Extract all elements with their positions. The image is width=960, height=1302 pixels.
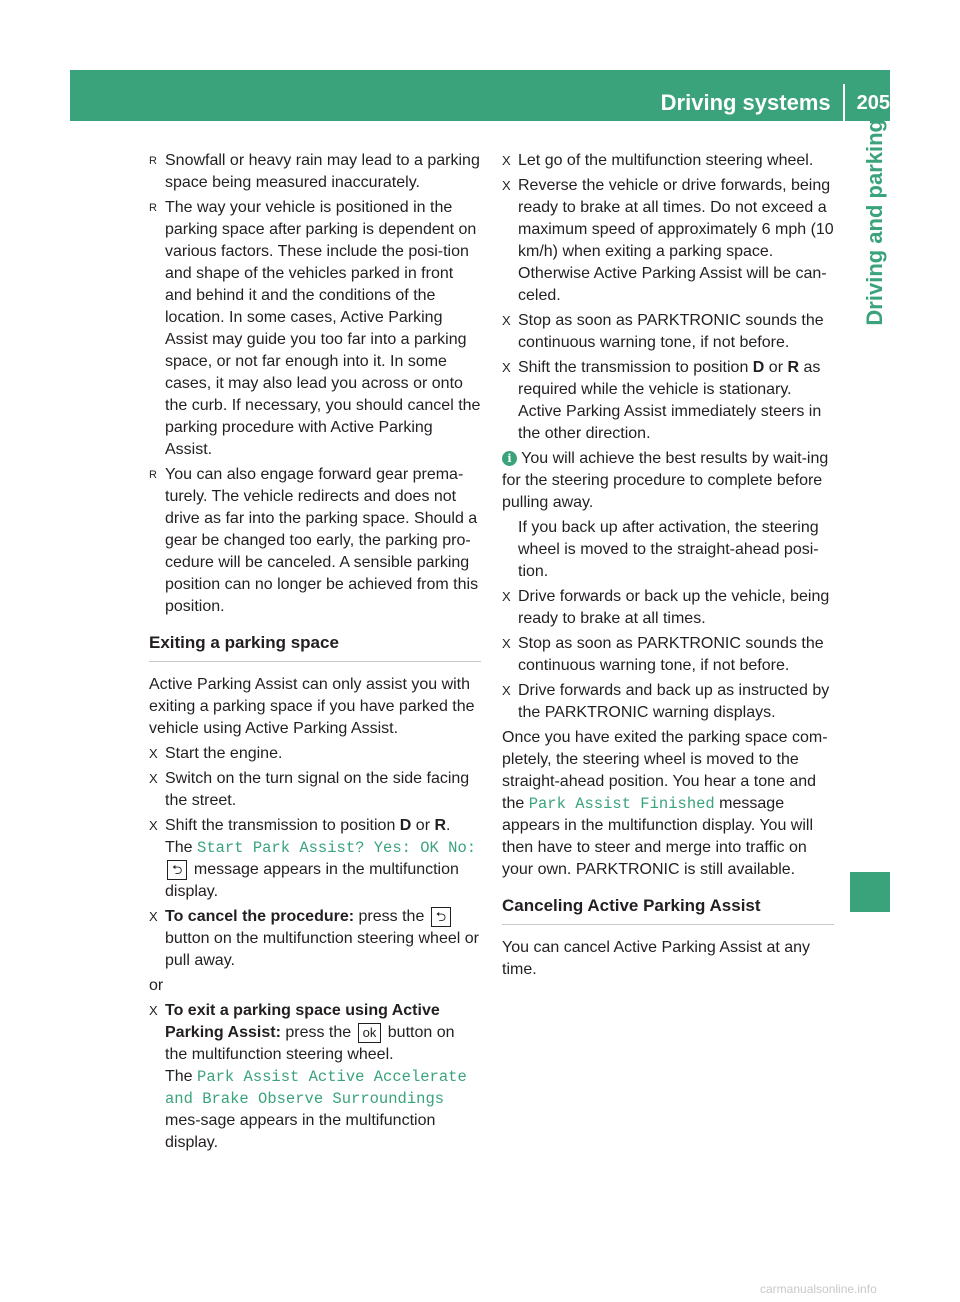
- side-tab: [850, 121, 890, 351]
- display-message: Park Assist Finished: [528, 795, 715, 813]
- right-column: [502, 150, 834, 984]
- display-message: Park Assist Active Accelerate and Brake Observe Surroundings: [165, 1068, 467, 1108]
- back-key-icon: ⮌: [167, 860, 187, 880]
- side-tab-marker: [850, 872, 890, 912]
- step-item: X Drive forwards and back up as instructed by the PARKTRONIC warning displays.: [502, 682, 830, 721]
- info-icon: i: [502, 451, 517, 466]
- step-arrow-icon: X: [149, 771, 158, 786]
- step-arrow-icon: X: [149, 746, 158, 761]
- step-item: X Start the engine.: [149, 743, 481, 765]
- step-item: X Reverse the vehicle or drive forwards, being ready to brake at all times. Do not exceed a maximum speed of approximately 6 mph (10 km/h) when exiting a parking space. Otherwise Active Parking Assist will be can-celed.: [502, 177, 834, 304]
- step-arrow-icon: X: [502, 683, 511, 698]
- ok-key-icon: ok: [358, 1023, 382, 1043]
- step-arrow-icon: X: [149, 818, 158, 833]
- step-arrow-icon: X: [502, 313, 511, 328]
- side-tab-label: Driving and parking: [862, 119, 887, 326]
- step-item: X To exit a parking space using Active Parking Assist: press the ok button on the multifunction steering wheel. The Park Assist Active Accelerate and Brake Observe Surroundings mes-sage appears in the multifunction display.: [149, 1002, 467, 1151]
- info-note-continued: If you back up after activation, the steering wheel is moved to the straight-ahead posi-tion.: [518, 519, 819, 580]
- bullet-icon: R: [149, 469, 157, 481]
- step-item: X To cancel the procedure: press the ⮌ button on the multifunction steering wheel or pull away.: [149, 908, 479, 969]
- paragraph: Active Parking Assist can only assist you with exiting a parking space if you have parked the vehicle using Active Parking Assist.: [149, 676, 475, 737]
- step-item: X Shift the transmission to position D or R as required while the vehicle is stationary. Active Parking Assist immediately steers in the other direction.: [502, 359, 822, 442]
- section-heading: Exiting a parking space: [149, 632, 481, 662]
- step-arrow-icon: X: [149, 1003, 158, 1018]
- paragraph: You can cancel Active Parking Assist at any time.: [502, 939, 811, 978]
- list-item: R Snowfall or heavy rain may lead to a parking space being measured inaccurately.: [149, 152, 480, 191]
- header-separator: [843, 84, 845, 122]
- list-item: R You can also engage forward gear prema-turely. The vehicle redirects and does not drive as far into the parking space. Should a gear be changed too early, the parking pro-cedure will be canceled. A sensible parking position can no longer be achieved from this position.: [149, 466, 479, 615]
- footer-watermark: carmanualsonline.info: [760, 1282, 877, 1296]
- step-arrow-icon: X: [149, 909, 158, 924]
- step-item: X Shift the transmission to position D or R. The Start Park Assist? Yes: OK No: ⮌ message appears in the multifunction display.: [149, 817, 477, 900]
- back-key-icon: ⮌: [431, 907, 451, 927]
- step-arrow-icon: X: [502, 178, 511, 193]
- display-message: Start Park Assist? Yes: OK No:: [197, 839, 477, 857]
- step-arrow-icon: X: [502, 360, 511, 375]
- section-title: Driving systems: [660, 90, 831, 115]
- step-arrow-icon: X: [502, 636, 511, 651]
- page-number: 205: [856, 92, 890, 114]
- step-item: X Stop as soon as PARKTRONIC sounds the continuous warning tone, if not before.: [502, 312, 824, 351]
- step-arrow-icon: X: [502, 589, 511, 604]
- section-heading: Canceling Active Parking Assist: [502, 895, 834, 925]
- bullet-icon: R: [149, 202, 157, 214]
- bullet-icon: R: [149, 155, 157, 167]
- step-item: X Switch on the turn signal on the side facing the street.: [149, 770, 470, 809]
- list-item: R The way your vehicle is positioned in the parking space after parking is dependent on various factors. These include the posi-tion and shape of the vehicles parked in front and behind it and the conditions of the location. In some cases, Active Parking Assist may guide you too far into a parking space, or not far enough into it. In some cases, it may also lead you across or onto the curb. If necessary, you should cancel the parking procedure with Active Parking Assist.: [149, 199, 481, 458]
- left-column: [149, 150, 481, 1157]
- header-title: [661, 88, 890, 118]
- step-item: X Let go of the multifunction steering wheel.: [502, 150, 834, 172]
- step-item: X Stop as soon as PARKTRONIC sounds the continuous warning tone, if not before.: [502, 635, 824, 674]
- info-note: i You will achieve the best results by wait-ing for the steering procedure to complete before pulling away.: [502, 450, 829, 511]
- step-arrow-icon: X: [502, 153, 511, 168]
- paragraph: Once you have exited the parking space com-pletely, the steering wheel is moved to the straight-ahead position. You hear a tone and the Park Assist Finished message appears in the multifunction display. You will then have to steer and merge into traffic on your own. PARKTRONIC is still available.: [502, 729, 828, 878]
- step-item: X Drive forwards or back up the vehicle, being ready to brake at all times.: [502, 588, 830, 627]
- or-text: or: [149, 977, 164, 994]
